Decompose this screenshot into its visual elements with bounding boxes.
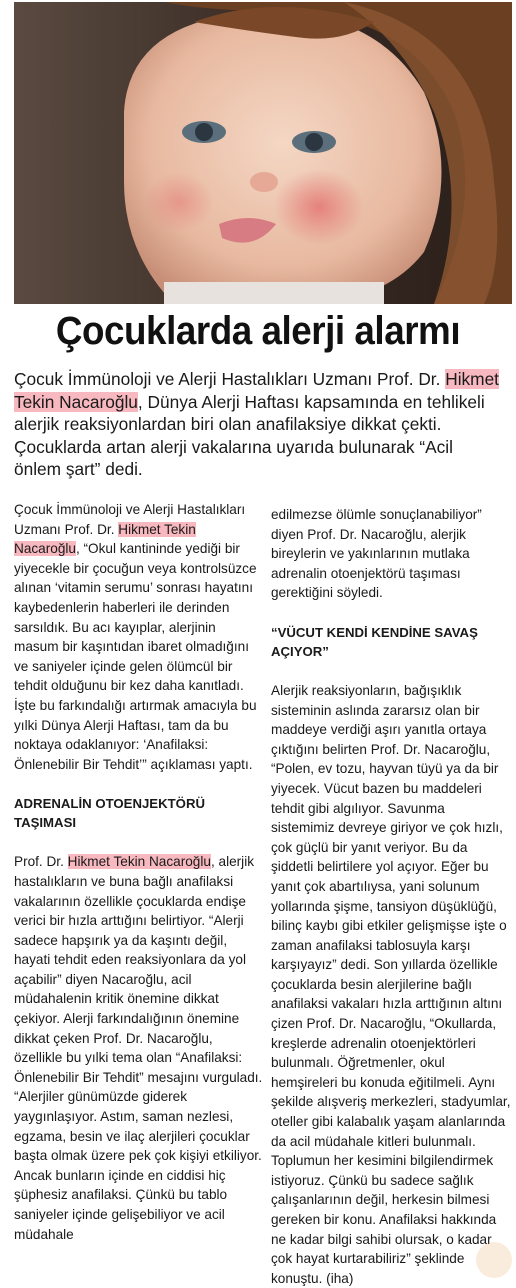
left-p1-pre: Çocuk İmmünoloji ve Alerji Hastalıkları Uzmanı Prof. Dr. (14, 502, 246, 537)
lead-text-post: , Dünya Alerji Haftası kapsamında en tehlikeli alerjik reaksiyonlardan biri olan anafilaksiye dikkat çekti. Çocuklarda artan alerji vakalarına uyarıda bulunarak “Acil önlem şart” dedi. (14, 391, 485, 480)
lead-paragraph (14, 368, 504, 481)
left-p2-post: , alerjik hastalıkların ve buna bağlı anafilaksi vakalarının özellikle çocuklarda endişe verici bir hızla arttığını belirtiyor. “Alerji sadece hapşırık ya da kaşıntı değil, hayati tehdit eden reaksiyonlara da yol açabilir” diyen Nacaroğlu, acil müdahalenin kritik önemine dikkat çekiyor. Alerji farkındalığının önemine dikkat çeken Prof. Dr. Nacaroğlu, özellikle bu yılki tema olan “Anafilaksi: Önlenebilir Bir Tehdit” mesajını vurguladı. “Alerjiler günümüzde giderek yaygınlaşıyor. Astım, saman nezlesi, egzama, besin ve ilaç alerjileri çocuklar başta olmak üzere pek çok kişiyi etkiliyor. Ancak bunların içinde en ciddisi hiç şüphesiz anafilaksi. Çünkü bu tablo saniyeler içinde gelişebiliyor ve acil müdahale (14, 854, 263, 1242)
lead-text-pre: Çocuk İmmünoloji ve Alerji Hastalıkları Uzmanı Prof. Dr. (14, 369, 446, 389)
left-p1-highlighted-name: Hikmet Tekin Nacaroğlu (14, 521, 196, 557)
right-paragraph-2: Alerjik reaksiyonların, bağışıklık sisteminin aslında zararsız olan bir maddeye verdiği aşırı yanıtla ortaya çıktığını belirten Prof. Dr. Nacaroğlu, “Polen, ev tozu, hayvan tüyü ya da bir yiyecek. Vücut bazen bu maddeleri tehdit gibi algılıyor. Savunma sistemimiz devreye giriyor ve çok hızlı, çok güçlü bir yanıt veriyor. Bu da şiddetli belirtilere yol açıyor. Eğer bu yanıt çok abartılıysa, yani solunum yollarında şişme, tansiyon düşüklüğü, bilinç kaybı gibi etkiler gelişmişse işte o zaman anafilaksi tablosuyla karşı karşıyayız” dedi. Son yıllarda özellikle çocuklarda besin alerjilerine bağlı anafilaksi vakaları hızla arttığının altını çizen Prof. Dr. Nacaroğlu, “Okullarda, kreşlerde adrenalin otoenjektörleri bulunmalı. Öğretmenler, okul hemşireleri bu konuda eğitilmeli. Aynı şekilde alışveriş merkezleri, stadyumlar, oteller gibi kalabalık yaşam alanlarında da acil müdahale kitleri bulunmalı. Toplumun her kesimini bilgilendirmek istiyoruz. Çünkü bu sadece sağlık çalışanlarının değil, herkesin bilmesi gereken bir konu. Anafilaksi hakkında ne kadar bilgi sahibi olursak, o kadar çok hayat kurtarabiliriz” şeklinde konuştu. (iha) (271, 682, 511, 1286)
left-paragraph-1 (14, 500, 264, 774)
subheading-vucut: “VÜCUT KENDİ KENDİNE SAVAŞ AÇIYOR” (271, 624, 478, 659)
left-p1-post: , “Okul kantininde yediği bir yiyecekle bir çocuğun veya kontrolsüzce alınan ‘vitamin serumu’ sonrası hayatını kaybedenlerin haberleri ile derinden sarsıldık. Bu acı kayıplar, alerjinin masum bir kaşıntıdan ibaret olmadığını ve saniyeler içinde gelen ölümcül bir tehdit olduğunu bir kez daha kanıtladı. İşte bu farkındalığı artırmak amacıyla bu yılki Dünya Alerji Haftası, tam da bu noktaya odaklanıyor: ‘Anafilaksi: Önlenebilir Bir Tehdit’” açıklaması yaptı. (14, 541, 257, 772)
headline: Çocuklarda alerji alarmı (55, 309, 461, 353)
article-photo (14, 2, 512, 304)
subheading-adrenalin: ADRENALİN OTOENJEKTÖRÜ TAŞIMASI (14, 796, 205, 831)
watermark-logo (476, 1242, 512, 1278)
left-paragraph-2 (14, 852, 264, 1244)
right-paragraph-1: edilmezse ölümle sonuçlanabiliyor” diyen Prof. Dr. Nacaroğlu, alerjik bireylerin ve yakınlarının mutlaka adrenalin otoenjektörü taşıması gerektiğini söyledi. (271, 507, 482, 601)
left-column (14, 500, 264, 1244)
left-p2-highlighted-name: Hikmet Tekin Nacaroğlu (67, 854, 211, 870)
lead-highlighted-name: Hikmet Tekin Nacaroğlu (14, 369, 499, 412)
left-p2-pre: Prof. Dr. (14, 854, 68, 870)
right-column (271, 505, 511, 1288)
